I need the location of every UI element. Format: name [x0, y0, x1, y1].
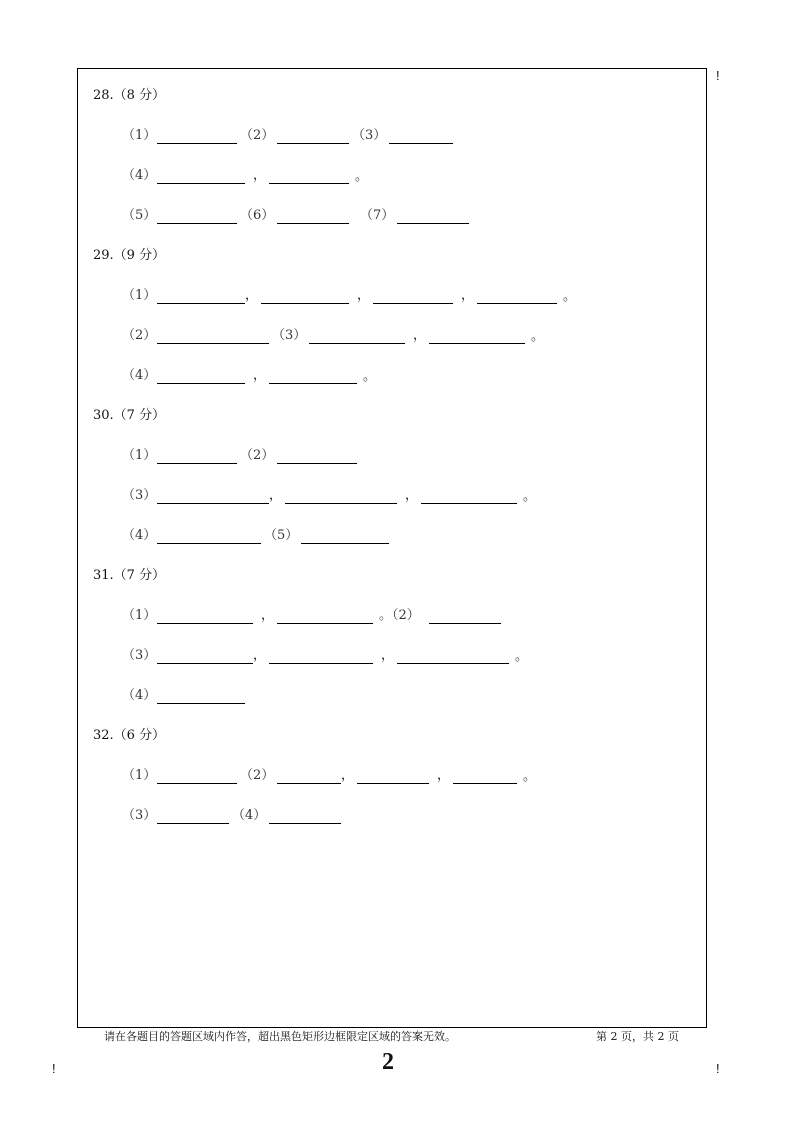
q30-blank-3c[interactable] — [421, 503, 517, 504]
q31-blank-3b[interactable] — [269, 663, 373, 664]
question-28-title: 28.（8 分） — [93, 88, 166, 103]
q28-label-1: （1） — [122, 128, 157, 143]
q29-comma-2: ， — [357, 288, 371, 303]
q32-blank-1[interactable] — [157, 783, 237, 784]
q30-label-1: （1） — [122, 448, 157, 463]
q28-blank-1[interactable] — [157, 143, 237, 144]
q30-blank-4[interactable] — [157, 543, 261, 544]
footer-page-info: 第 2 页，共 2 页 — [596, 1030, 679, 1043]
q29-label-3: （3） — [272, 328, 307, 343]
q29-comma-5: ， — [253, 368, 267, 383]
q29-comma-3: ， — [461, 288, 475, 303]
q28-comma: ， — [253, 168, 267, 183]
q28-period: 。 — [355, 169, 369, 184]
q29-period-3: 。 — [363, 369, 377, 384]
q32-label-1: （1） — [122, 768, 157, 783]
q30-blank-5[interactable] — [301, 543, 389, 544]
q29-blank-2[interactable] — [157, 343, 269, 344]
q28-blank-6[interactable] — [277, 223, 349, 224]
q31-period: 。 — [515, 649, 529, 664]
q32-blank-3[interactable] — [157, 823, 229, 824]
q29-blank-1b[interactable] — [261, 303, 349, 304]
question-31-title: 31.（7 分） — [93, 568, 166, 583]
q31-comma-2: ， — [253, 648, 267, 663]
q30-blank-2[interactable] — [277, 463, 357, 464]
q32-blank-2c[interactable] — [453, 783, 517, 784]
q28-label-6: （6） — [240, 208, 275, 223]
q31-blank-1b[interactable] — [277, 623, 373, 624]
q32-label-3: （3） — [122, 808, 157, 823]
q31-label-4: （4） — [122, 688, 157, 703]
q28-label-3: （3） — [352, 128, 387, 143]
q32-blank-4[interactable] — [269, 823, 341, 824]
q30-label-5: （5） — [264, 528, 299, 543]
q31-label-2: 。（2） — [379, 608, 420, 623]
q30-comma-1: ， — [269, 488, 283, 503]
q32-blank-2b[interactable] — [357, 783, 429, 784]
q28-label-2: （2） — [240, 128, 275, 143]
q29-blank-1c[interactable] — [373, 303, 453, 304]
question-29-title: 29.（9 分） — [93, 248, 166, 263]
q28-blank-3[interactable] — [389, 143, 453, 144]
question-30-title: 30.（7 分） — [93, 408, 166, 423]
q31-blank-3a[interactable] — [157, 663, 253, 664]
q31-blank-4[interactable] — [157, 703, 245, 704]
q32-label-2: （2） — [240, 768, 275, 783]
q29-blank-4a[interactable] — [157, 383, 245, 384]
corner-mark-top-right: ! — [716, 68, 720, 83]
q28-label-5: （5） — [122, 208, 157, 223]
q29-period-1: 。 — [563, 289, 577, 304]
footer-instruction: 请在各题目的答题区域内作答，超出黑色矩形边框限定区域的答案无效。 — [104, 1030, 456, 1043]
q31-blank-1a[interactable] — [157, 623, 253, 624]
q28-blank-4b[interactable] — [269, 183, 349, 184]
q32-blank-2a[interactable] — [277, 783, 341, 784]
q31-blank-2[interactable] — [429, 623, 501, 624]
q31-comma-3: ， — [381, 648, 395, 663]
q29-label-2: （2） — [122, 328, 157, 343]
q32-comma-1: ， — [341, 768, 355, 783]
q28-blank-2[interactable] — [277, 143, 349, 144]
q29-blank-1a[interactable] — [157, 303, 245, 304]
q29-comma-4: ， — [413, 328, 427, 343]
q29-comma-1: ， — [245, 288, 259, 303]
page-number-large: 2 — [382, 1049, 394, 1075]
q28-label-7: （7） — [360, 208, 395, 223]
q31-label-3: （3） — [122, 648, 157, 663]
q30-label-3: （3） — [122, 488, 157, 503]
corner-mark-bottom-right: ! — [716, 1061, 720, 1076]
q32-label-4: （4） — [232, 808, 267, 823]
q31-comma-1: ， — [261, 608, 275, 623]
q30-blank-1[interactable] — [157, 463, 237, 464]
q31-blank-3c[interactable] — [397, 663, 509, 664]
q29-period-2: 。 — [531, 329, 545, 344]
q29-blank-3a[interactable] — [309, 343, 405, 344]
q29-label-4: （4） — [122, 368, 157, 383]
q30-period: 。 — [523, 489, 537, 504]
q29-blank-3b[interactable] — [429, 343, 525, 344]
q30-label-2: （2） — [240, 448, 275, 463]
corner-mark-bottom-left: ! — [52, 1061, 56, 1076]
q30-label-4: （4） — [122, 528, 157, 543]
q30-blank-3b[interactable] — [285, 503, 397, 504]
q29-blank-4b[interactable] — [269, 383, 357, 384]
q32-comma-2: ， — [437, 768, 451, 783]
q28-label-4: （4） — [122, 168, 157, 183]
q28-blank-7[interactable] — [397, 223, 469, 224]
q30-blank-3a[interactable] — [157, 503, 269, 504]
q32-period: 。 — [523, 769, 537, 784]
q28-blank-5[interactable] — [157, 223, 237, 224]
q30-comma-2: ， — [405, 488, 419, 503]
q31-label-1: （1） — [122, 608, 157, 623]
question-32-title: 32.（6 分） — [93, 728, 166, 743]
q29-blank-1d[interactable] — [477, 303, 557, 304]
q29-label-1: （1） — [122, 288, 157, 303]
q28-blank-4a[interactable] — [157, 183, 245, 184]
